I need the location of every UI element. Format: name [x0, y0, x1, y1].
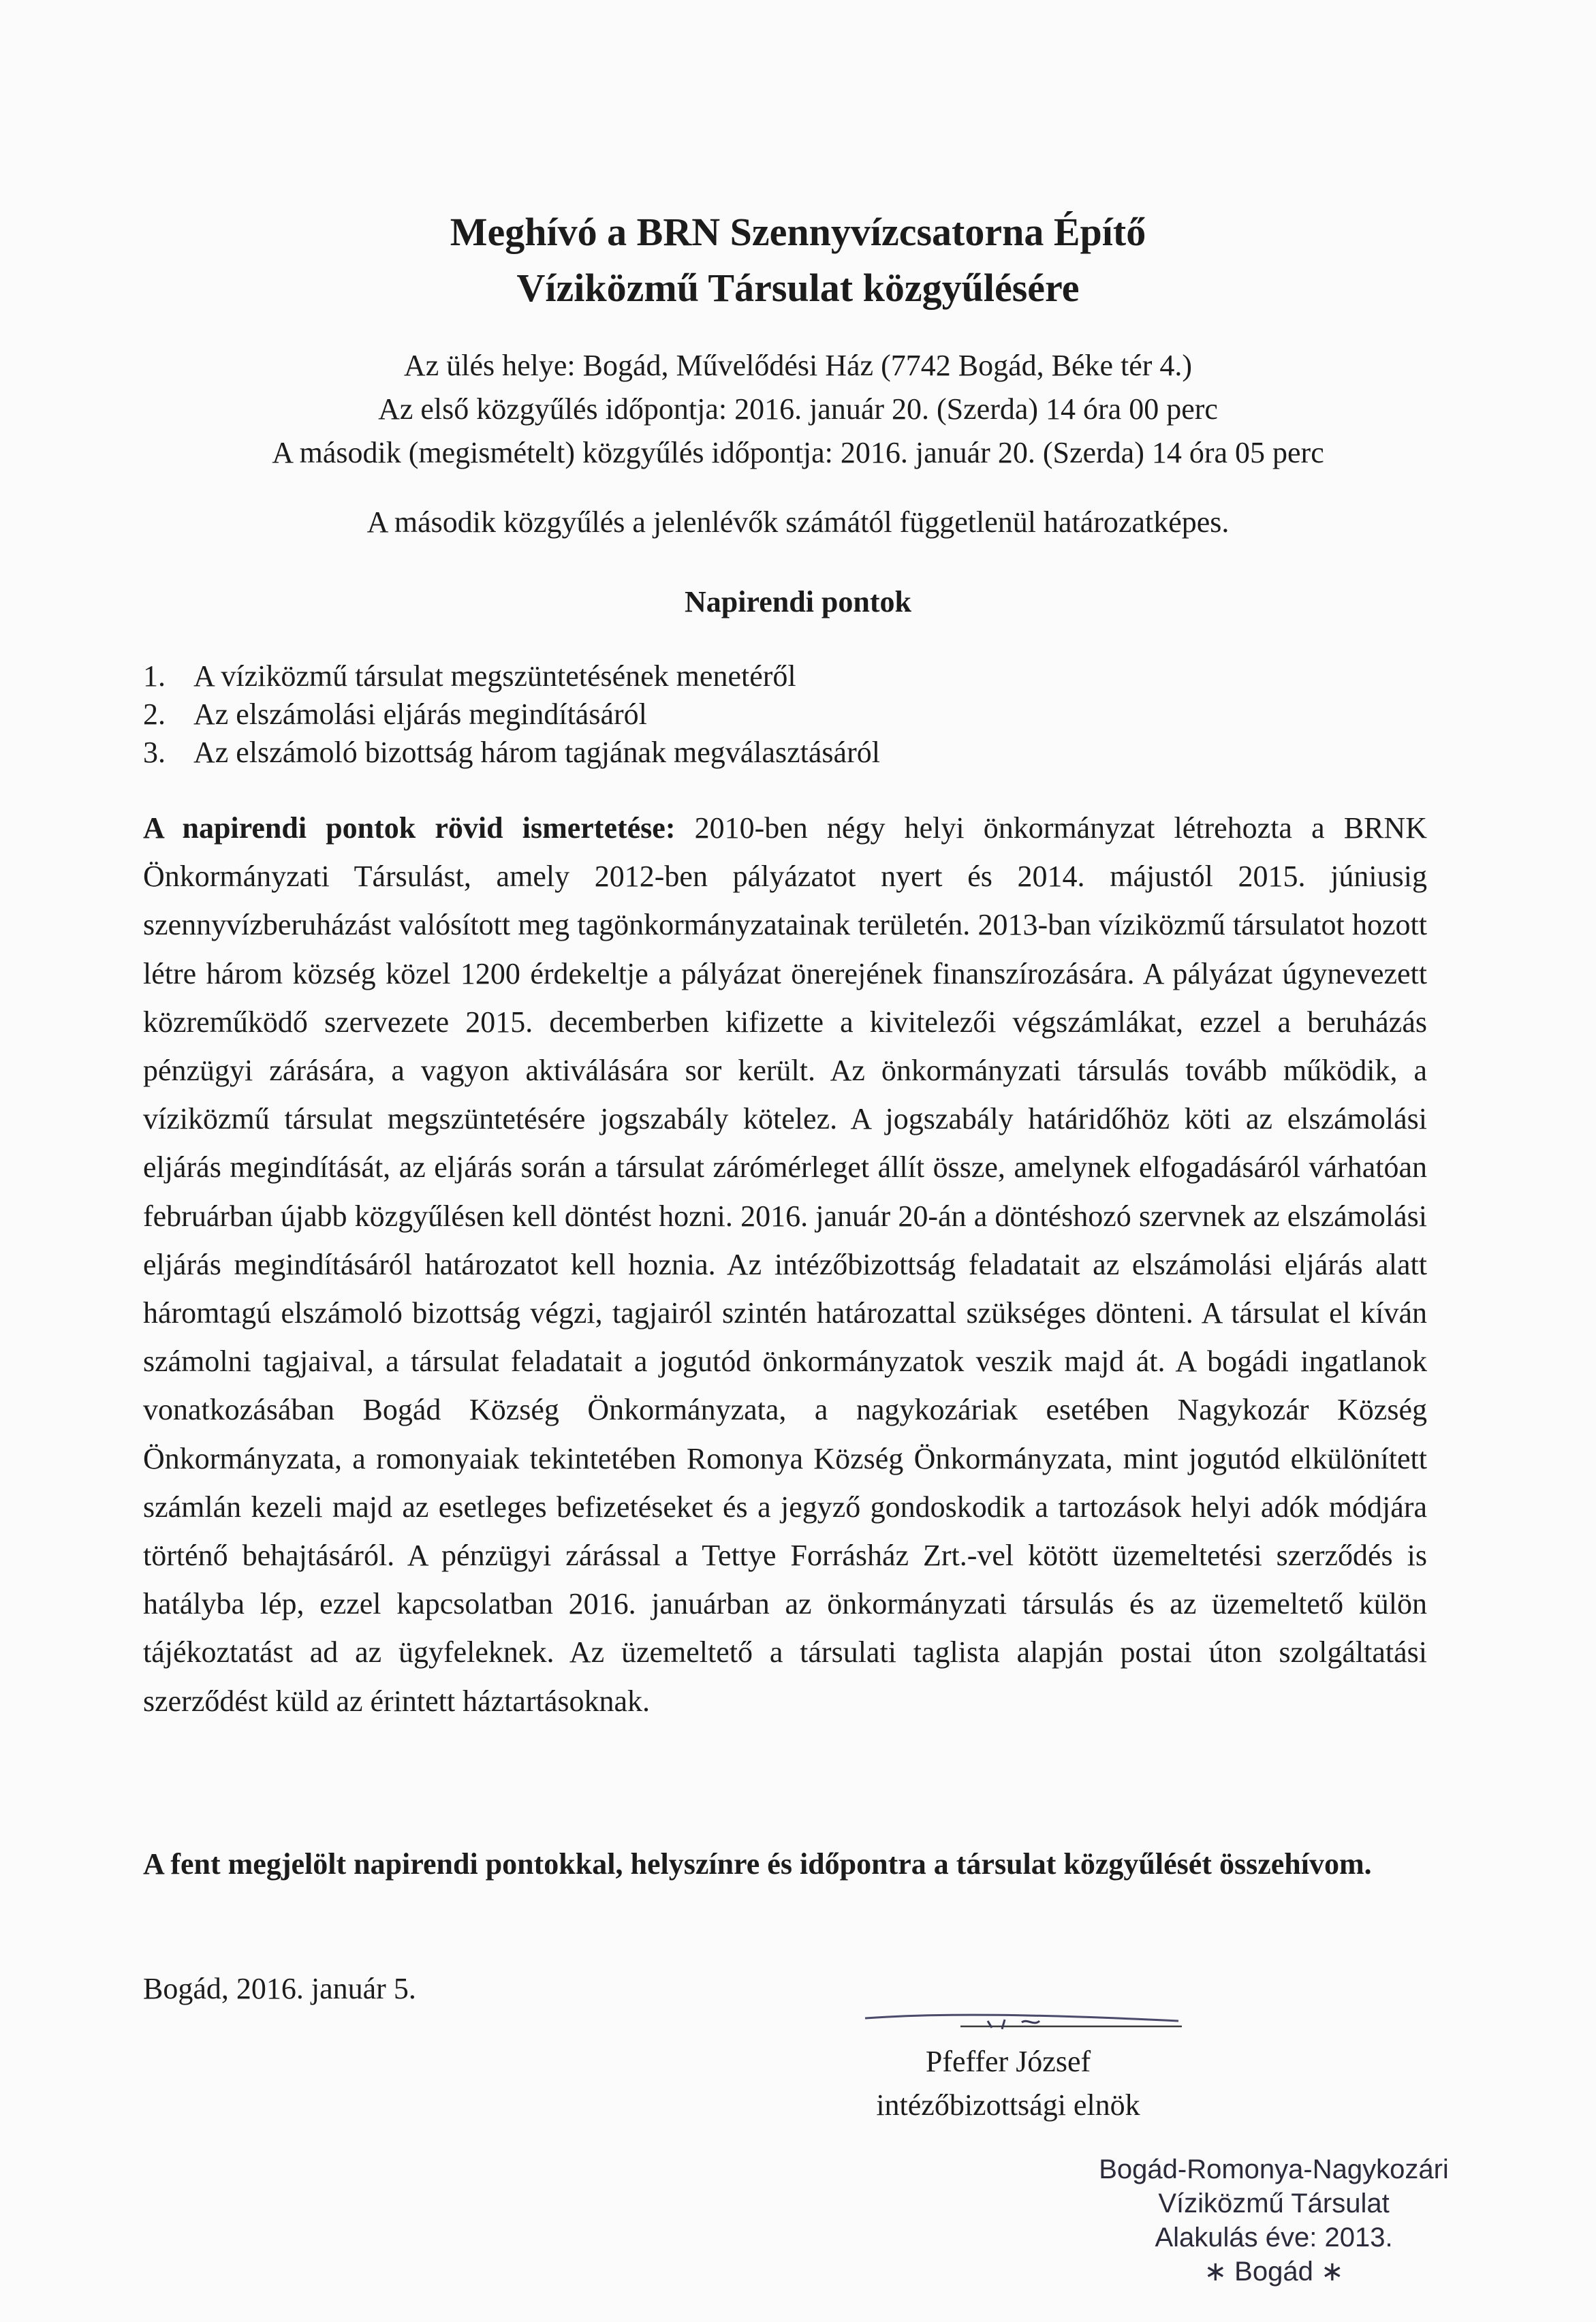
- agenda-item-number: 1.: [143, 659, 166, 693]
- agenda-item-text: Az elszámolási eljárás megindításáról: [193, 697, 647, 731]
- document-title: [0, 204, 1596, 316]
- quorum-note: A második közgyűlés a jelenlévők számától függetlenül határozatképes.: [366, 505, 1230, 539]
- stamp-line-2: Víziközmű Társulat: [1158, 2188, 1390, 2218]
- agenda-item: [143, 734, 880, 772]
- signature-block: [817, 2040, 1199, 2127]
- first-meeting-time: Az első közgyűlés időpontja: 2016. január 20. (Szerda) 14 óra 00 perc: [378, 392, 1218, 426]
- agenda-item-text: A víziközmű társulat megszüntetésének menetéről: [193, 659, 796, 693]
- agenda-item: [143, 657, 880, 695]
- stamp-line-1: Bogád-Romonya-Nagykozári: [1099, 2154, 1449, 2184]
- closing-statement: A fent megjelölt napirendi pontokkal, helyszínre és időpontra a társulat közgyűlését összehívom.: [143, 1847, 1372, 1881]
- summary-label: A napirendi pontok rövid ismertetése:: [143, 811, 676, 845]
- summary-text: 2010-ben négy helyi önkormányzat létrehozta a BRNK Önkormányzati Társulást, amely 2012-ben pályázatot nyert és 2014. májustól 2015. júniusig szennyvízberuházást valósított meg tagönkormányzatainak területén. 2013-ban víziközmű társulatot hozott létre három község közel 1200 érdekeltje a pályázat önerejének finanszírozására. A pályázat úgynevezett közreműködő szervezete 2015. decemberben kifizette a kivitelezői végszámlákat, ezzel a beruházás pénzügyi zárására, a vagyon aktiválására sor került. Az önkormányzati társulás tovább működik, a víziközmű társulat megszüntetésére jogszabály kötelez. A jogszabály határidőhöz köti az elszámolási eljárás megindítását, az eljárás során a társulat zárómérleget állít össze, amelynek elfogadásáról várhatóan februárban újabb közgyűlésen kell döntést hozni. 2016. január 20-án a döntéshozó szervnek az elszámolási eljárás megindításáról határozatot kell hoznia. Az intézőbizottság feladatait az elszámolási eljárás alatt háromtagú elszámoló bizottság végzi, tagjairól szintén határozattal szükséges dönteni. A társulat el kíván számolni tagjaival, a társulat feladatait a jogutód önkormányzatok veszik majd át. A bogádi ingatlanok vonatkozásában Bogád Község Önkormányzata, a nagykozáriak esetében Nagykozár Község Önkormányzata, a romonyaiak tekintetében Romonya Község Önkormányzata, mint jogutód elkülönített számlán kezeli majd az esetleges befizetéseket és a jegyző gondoskodik a tartozások helyi adók módjára történő behajtásáról. A pénzügyi zárással a Tettye Forrásház Zrt.-vel kötött üzemeltetési szerződés is hatályba lép, ezzel kapcsolatban 2016. januárban az önkormányzati társulás és az üzemeltető külön tájékoztatást ad az ügyfeleknek. Az üzemeltető a társulati taglista alapján postai úton szolgáltatási szerződést küld az érintett háztartásoknak.: [143, 811, 1427, 1718]
- stamp-line-3: Alakulás éve: 2013.: [1155, 2223, 1393, 2253]
- stamp-line-4: ∗ Bogád ∗: [1204, 2257, 1344, 2287]
- agenda-item-text: Az elszámoló bizottság három tagjának megválasztásáról: [193, 736, 880, 769]
- title-line-2: Víziközmű Társulat közgyűlésére: [516, 266, 1080, 310]
- agenda-item: [143, 695, 880, 734]
- meeting-place: Az ülés helye: Bogád, Művelődési Ház (7742 Bogád, Béke tér 4.): [403, 349, 1193, 382]
- agenda-item-number: 3.: [143, 736, 166, 769]
- meeting-details: [0, 344, 1596, 475]
- signer-name: Pfeffer József: [925, 2045, 1091, 2078]
- signer-role: intézőbizottsági elnök: [876, 2088, 1140, 2122]
- agenda-item-number: 2.: [143, 697, 166, 731]
- signature-mark: [858, 2006, 1185, 2033]
- place-and-date: Bogád, 2016. január 5.: [143, 1972, 416, 2005]
- agenda-heading: Napirendi pontok: [685, 585, 911, 618]
- agenda-summary: [143, 804, 1427, 1725]
- second-meeting-time: A második (megismételt) közgyűlés időpontja: 2016. január 20. (Szerda) 14 óra 05 perc: [272, 436, 1324, 469]
- agenda-list: [143, 657, 880, 772]
- organization-stamp: [1063, 2152, 1485, 2289]
- title-line-1: Meghívó a BRN Szennyvízcsatorna Építő: [450, 210, 1146, 254]
